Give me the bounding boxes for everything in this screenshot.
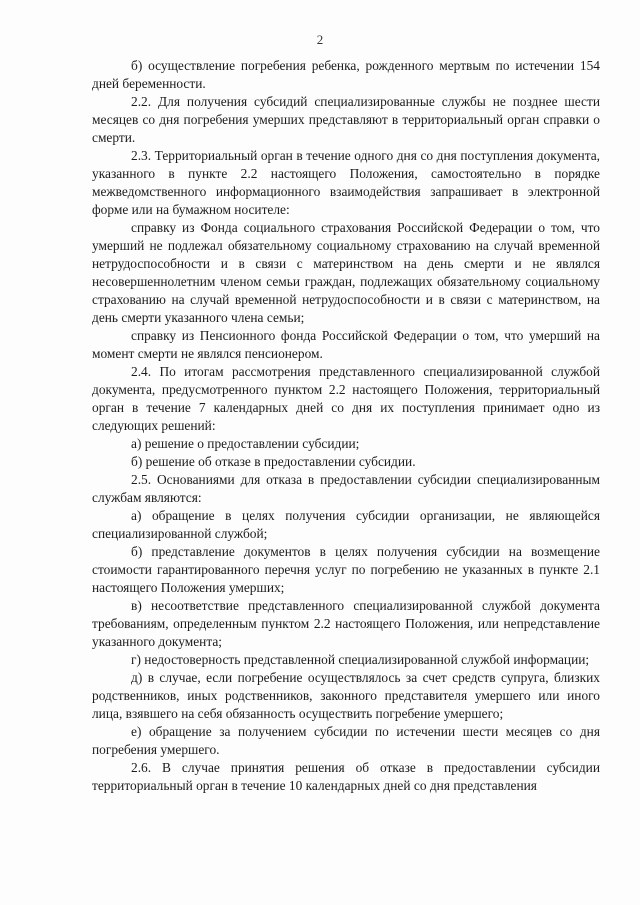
paragraph-2-4: 2.4. По итогам рассмотрения представленного специализированной службой документа, предусмотренного пунктом 2.2 настоящего Положения, территориальный орган в течение 7 календарных дней со дня их поступления принимает одно из следующих решений:	[92, 364, 600, 433]
document-body	[92, 57, 600, 795]
page-number: 2	[316, 32, 324, 47]
paragraph-2-5g: г) недостоверность представленной специализированной службой информации;	[131, 652, 590, 667]
paragraph-2-2: 2.2. Для получения субсидий специализированные службы не позднее шести месяцев со дня погребения умерших представляют в территориальный орган справки о смерти.	[92, 94, 600, 145]
paragraph-fss-certificate: справку из Фонда социального страхования Российской Федерации о том, что умерший не подлежал обязательному социальному страхованию на случай временной нетрудоспособности и в связи с материнством на день смерти и не являлся несовершеннолетним членом семьи граждан, подлежащих обязательному социальному страхованию на случай временной нетрудоспособности и в связи с материнством, на день смерти указанного члена семьи;	[92, 220, 600, 325]
paragraph-2-4a: а) решение о предоставлении субсидии;	[131, 436, 360, 451]
paragraph-2-5d: д) в случае, если погребение осуществлялось за счет средств супруга, близких родственников, иных родственников, законного представителя умершего или иного лица, взявшего на себя обязанность осуществить погребение умершего;	[92, 670, 600, 721]
paragraph-2-5a: а) обращение в целях получения субсидии организации, не являющейся специализированной службой;	[92, 508, 600, 541]
paragraph-2-5b: б) представление документов в целях получения субсидии на возмещение стоимости гарантированного перечня услуг по погребению не указанных в пункте 2.1 настоящего Положения умерших;	[92, 544, 600, 595]
paragraph-1b: б) осуществление погребения ребенка, рожденного мертвым по истечении 154 дней беременности.	[92, 58, 600, 91]
paragraph-2-4b: б) решение об отказе в предоставлении субсидии.	[131, 454, 416, 469]
paragraph-2-5: 2.5. Основаниями для отказа в предоставлении субсидии специализированным службам являются:	[92, 472, 600, 505]
paragraph-2-3: 2.3. Территориальный орган в течение одного дня со дня поступления документа, указанного в пункте 2.2 настоящего Положения, самостоятельно в порядке межведомственного информационного взаимодействия запрашивает в электронной форме или на бумажном носителе:	[92, 148, 600, 217]
paragraph-2-6: 2.6. В случае принятия решения об отказе в предоставлении субсидии территориальный орган в течение 10 календарных дней со дня представления	[92, 760, 600, 793]
paragraph-2-5e: е) обращение за получением субсидии по истечении шести месяцев со дня погребения умершего.	[92, 724, 600, 757]
paragraph-2-5v: в) несоответствие представленного специализированной службой документа требованиям, определенным пунктом 2.2 настоящего Положения, или непредставление указанного документа;	[92, 598, 600, 649]
paragraph-pfr-certificate: справку из Пенсионного фонда Российской Федерации о том, что умерший на момент смерти не являлся пенсионером.	[92, 328, 600, 361]
